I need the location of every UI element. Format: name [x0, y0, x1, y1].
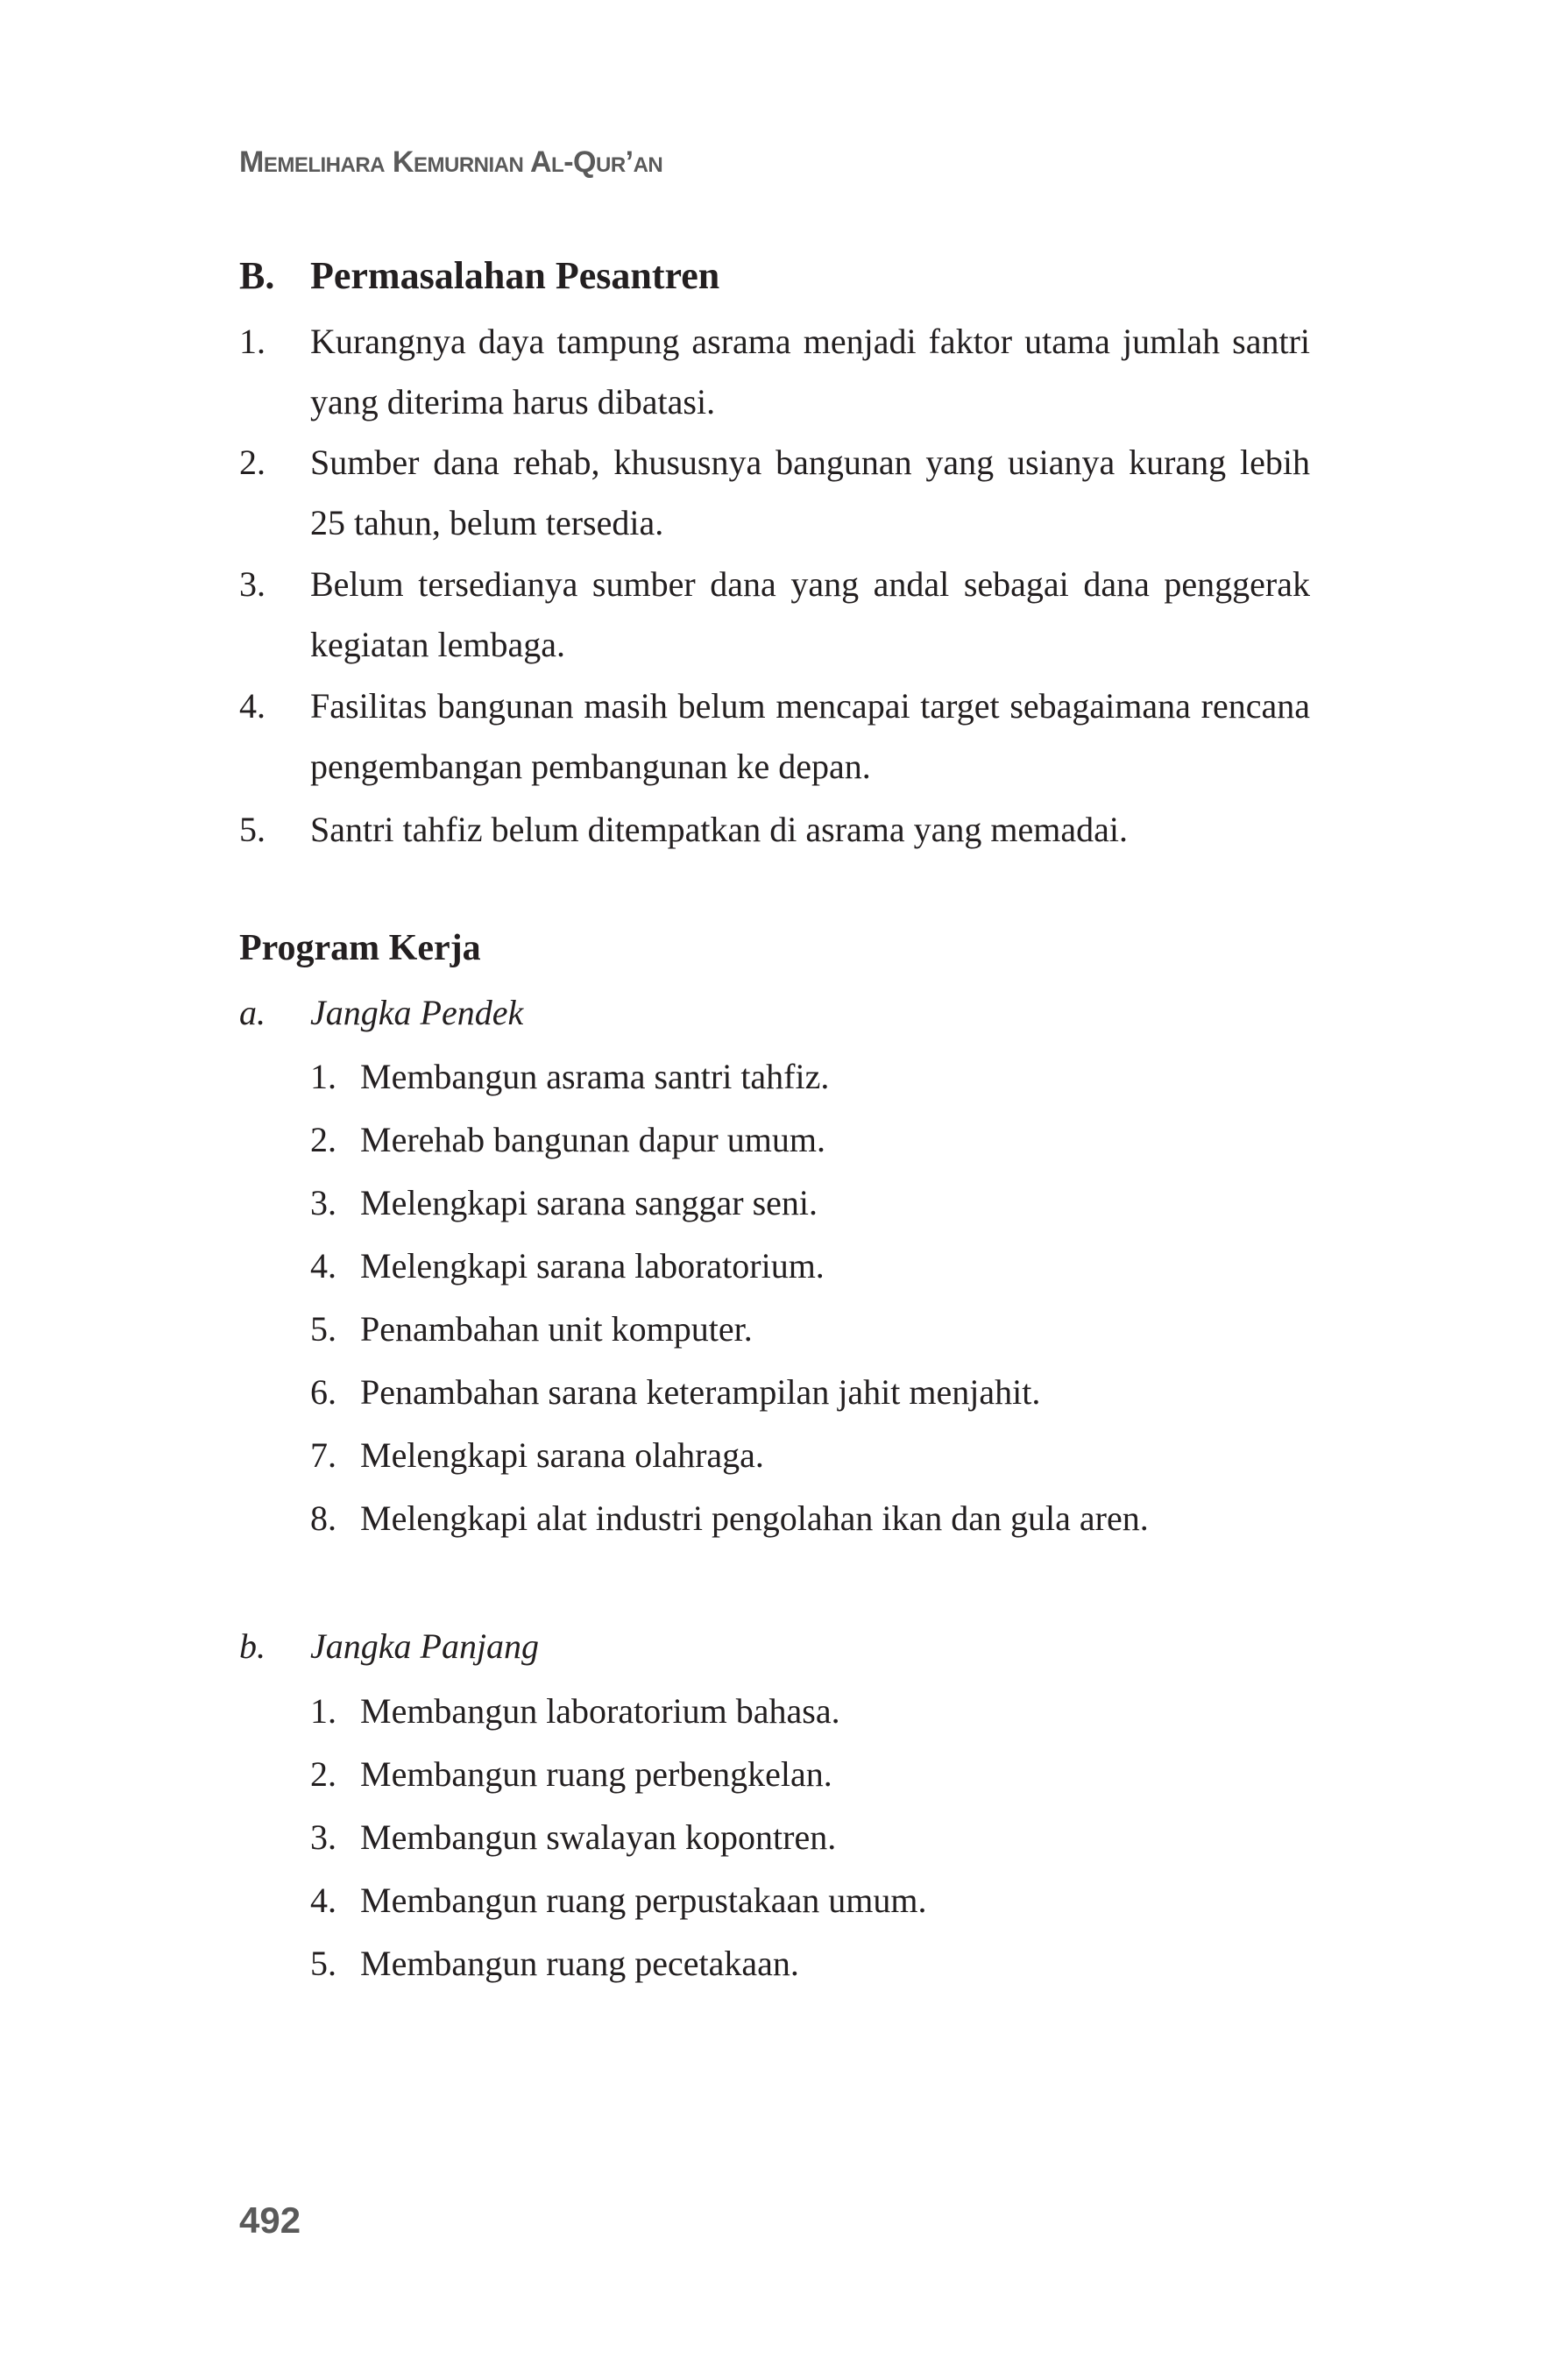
program-item — [310, 1172, 818, 1235]
program-item — [310, 1424, 764, 1487]
item-text: Melengkapi sarana sanggar seni. — [360, 1183, 818, 1222]
problem-item — [239, 676, 1310, 797]
item-text: Penambahan sarana keterampilan jahit menjahit. — [360, 1372, 1041, 1412]
problem-item — [239, 432, 1310, 553]
item-text: Melengkapi alat industri pengolahan ikan dan gula aren. — [360, 1498, 1149, 1538]
page-number: 492 — [239, 2199, 301, 2241]
item-number: 2. — [310, 1120, 336, 1159]
item-text: Membangun ruang perbengkelan. — [360, 1754, 832, 1794]
program-item — [310, 1743, 832, 1806]
section-letter: B. — [239, 254, 275, 297]
item-number: 4. — [310, 1881, 336, 1920]
item-number: 7. — [310, 1435, 336, 1475]
item-number: 8. — [310, 1498, 336, 1538]
item-number: 2. — [239, 443, 266, 482]
item-text: Melengkapi sarana olahraga. — [360, 1435, 764, 1475]
item-number: 4. — [239, 686, 266, 726]
item-text: Belum tersedianya sumber dana yang andal sebagai dana penggerak kegiatan lembaga. — [310, 564, 1310, 664]
section-heading — [239, 245, 720, 306]
label-title: Jangka Panjang — [310, 1626, 540, 1666]
item-text: Membangun swalayan kopontren. — [360, 1817, 837, 1857]
item-text: Melengkapi sarana laboratorium. — [360, 1246, 825, 1286]
item-text: Merehab bangunan dapur umum. — [360, 1120, 825, 1159]
program-item — [310, 1932, 799, 1995]
item-number: 3. — [239, 564, 266, 604]
item-number: 5. — [310, 1944, 336, 1983]
problem-item — [239, 311, 1310, 432]
item-number: 4. — [310, 1246, 336, 1286]
item-number: 3. — [310, 1183, 336, 1222]
program-item — [310, 1361, 1040, 1424]
long-term-label — [239, 1615, 540, 1678]
item-number: 3. — [310, 1817, 336, 1857]
item-text: Sumber dana rehab, khususnya bangunan yang usianya kurang lebih 25 tahun, belum tersedia. — [310, 443, 1310, 542]
item-number: 1. — [239, 322, 266, 361]
program-item — [310, 1680, 840, 1743]
item-number: 2. — [310, 1754, 336, 1794]
item-number: 5. — [239, 810, 266, 849]
item-text: Membangun laboratorium bahasa. — [360, 1691, 840, 1731]
program-item — [310, 1109, 825, 1172]
item-number: 1. — [310, 1057, 336, 1096]
label-letter: b. — [239, 1626, 266, 1666]
program-item — [310, 1235, 825, 1298]
label-title: Jangka Pendek — [310, 993, 524, 1032]
item-text: Kurangnya daya tampung asrama menjadi faktor utama jumlah santri yang diterima harus dibatasi. — [310, 322, 1310, 421]
program-item — [310, 1487, 1149, 1550]
item-text: Membangun ruang perpustakaan umum. — [360, 1881, 927, 1920]
item-text: Membangun asrama santri tahfiz. — [360, 1057, 830, 1096]
problem-item — [239, 799, 1310, 860]
program-item — [310, 1806, 836, 1869]
item-number: 5. — [310, 1309, 336, 1349]
program-item — [310, 1869, 927, 1932]
program-item — [310, 1298, 753, 1361]
label-letter: a. — [239, 993, 266, 1032]
item-text: Membangun ruang pecetakaan. — [360, 1944, 799, 1983]
program-heading: Program Kerja — [239, 928, 481, 968]
program-item — [310, 1045, 829, 1109]
short-term-label — [239, 981, 524, 1045]
item-text: Penambahan unit komputer. — [360, 1309, 753, 1349]
problem-item — [239, 554, 1310, 675]
section-title: Permasalahan Pesantren — [310, 254, 720, 297]
item-text: Santri tahfiz belum ditempatkan di asrama yang memadai. — [310, 810, 1129, 849]
item-number: 1. — [310, 1691, 336, 1731]
item-number: 6. — [310, 1372, 336, 1412]
item-text: Fasilitas bangunan masih belum mencapai target sebagaimana rencana pengembangan pembangunan ke depan. — [310, 686, 1310, 786]
running-header: Memelihara Kemurnian Al-Qur’an — [239, 145, 663, 179]
